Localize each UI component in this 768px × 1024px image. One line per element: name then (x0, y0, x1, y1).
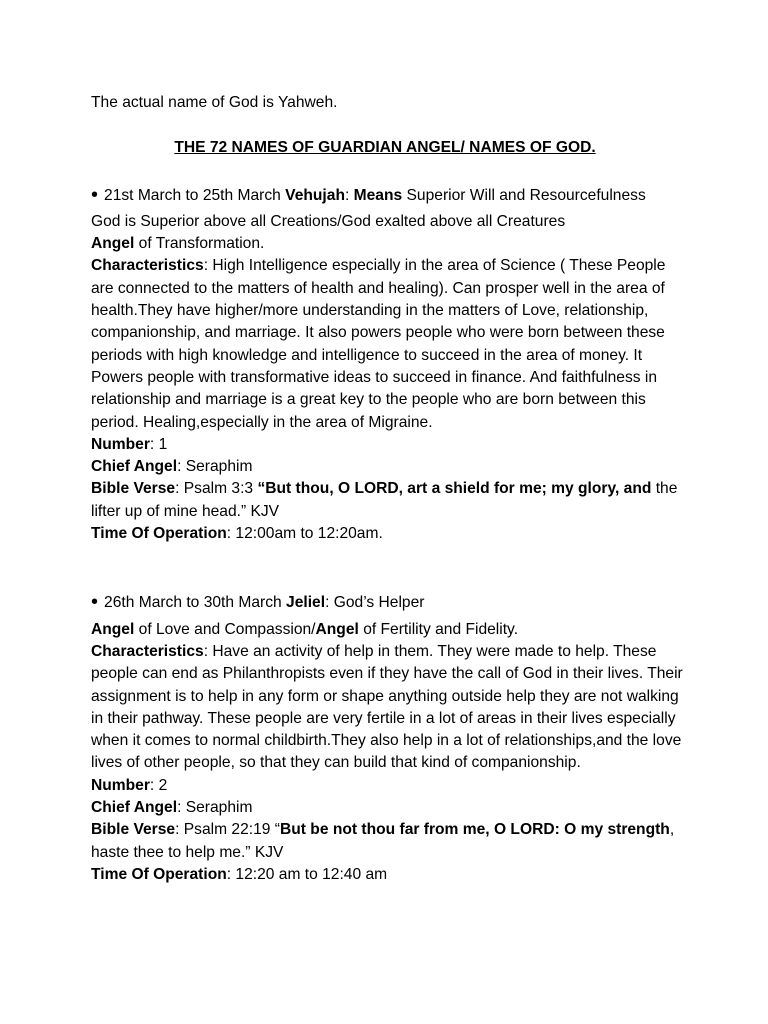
number-value: 2 (158, 776, 168, 794)
angel-of-line (91, 233, 691, 255)
angel-of-text-2: of Fertility and Fidelity. (363, 620, 519, 638)
number-line: Number: 1 (91, 435, 168, 453)
characteristics-label: Characteristics (91, 642, 204, 660)
number-value: 1 (158, 435, 168, 453)
time-value: 12:20 am to 12:40 am (235, 865, 388, 883)
time-line: Time Of Operation: 12:00am to 12:20am. (91, 525, 383, 543)
angel-entry-vehujah (91, 183, 691, 546)
number-line: Number: 2 (91, 776, 168, 794)
angel-label: Angel (91, 620, 135, 638)
time-value: 12:00am to 12:20am. (235, 525, 383, 543)
angel-label: Angel (91, 235, 135, 253)
verse-reference: Psalm 3:3 (183, 480, 254, 498)
angel-label-2: Angel (315, 620, 359, 638)
angel-of-line (91, 619, 691, 641)
characteristics-label: Characteristics (91, 257, 204, 275)
chief-angel-label: Chief Angel (91, 799, 178, 817)
angel-meaning: Superior Will and Resourcefulness (406, 186, 646, 204)
angel-entry-jeliel (91, 590, 691, 886)
characteristics-text: Have an activity of help in them. They were made to help. These people can end as Philanthropists even if they have the call of God in their lives. Their assignment is to help in any form or shape anything outside help they are not walking in their pathway. These people are very fertile in a lot of areas in their lives especially when it comes to normal childbirth.They also help in a lot of relationships,and the love lives of other people, so that they can build that kind of companionship. (91, 642, 683, 772)
bullet-icon: • (91, 591, 99, 614)
time-line: Time Of Operation: 12:20 am to 12:40 am (91, 865, 388, 883)
chief-angel-line: Chief Angel: Seraphim (91, 799, 253, 817)
number-label: Number (91, 435, 150, 453)
angel-of-text: of Love and Compassion/ (138, 620, 316, 638)
characteristics-text: High Intelligence especially in the area of Science ( These People are connected to the matters of health and healing). Can prosper well in the area of health.They have higher/more understanding in the matters of Love, relationship, companionship, and marriage. It also powers people who were born between these periods with high knowledge and intelligence to succeed in the area of money. It Powers people with transformative ideas to succeed in finance. And faithfulness in relationship and marriage is a great key to the people who are born between this period. Healing,especially in the area of Migraine. (91, 257, 666, 431)
verse-rest: the lifter up of mine head.” KJV (91, 480, 678, 520)
bible-verse-line: Bible Verse: Psalm 22:19 “But be not thou far from me, O LORD: O my strength, haste thee to help me.” KJV (91, 821, 675, 861)
time-label: Time Of Operation (91, 525, 227, 543)
date-range: 21st March to 25th March (104, 186, 281, 204)
verse-reference: Psalm 22:19 “ (183, 821, 280, 839)
angel-meaning: God’s Helper (333, 594, 425, 612)
verse-rest: , haste thee to help me.” KJV (91, 821, 675, 861)
verse-quote: But be not thou far from me, O LORD: O my strength (279, 821, 670, 839)
angel-name: Jeliel (286, 594, 326, 612)
chief-angel-label: Chief Angel (91, 458, 178, 476)
date-range: 26th March to 30th March (104, 594, 282, 612)
bullet-icon: • (91, 183, 99, 206)
number-label: Number (91, 776, 150, 794)
characteristics: Characteristics: Have an activity of help in them. They were made to help. These people can end as Philanthropists even if they have the call of God in their lives. Their assignment is to help in any form or shape anything outside help they are not walking in their pathway. These people are very fertile in a lot of areas in their lives especially when it comes to normal childbirth.They also help in a lot of relationships,and the love lives of other people, so that they can build that kind of companionship. (91, 642, 683, 772)
characteristics: Characteristics: High Intelligence especially in the area of Science ( These People are connected to the matters of health and healing). Can prosper well in the area of health.They have higher/more understanding in the matters of Love, relationship, companionship, and marriage. It also powers people who were born between these periods with high knowledge and intelligence to succeed in the area of money. It Powers people with transformative ideas to succeed in finance. And faithfulness in relationship and marriage is a great key to the people who are born between this period. Healing,especially in the area of Migraine. (91, 257, 666, 431)
document-title: THE 72 NAMES OF GUARDIAN ANGEL/ NAMES OF GOD. (174, 139, 596, 157)
chief-angel-value: Seraphim (185, 458, 253, 476)
bible-verse-line: Bible Verse: Psalm 3:3 “But thou, O LORD, art a shield for me; my glory, and the lifter up of mine head.” KJV (91, 480, 678, 520)
means-label: Means (353, 186, 403, 204)
verse-quote: “But thou, O LORD, art a shield for me; my glory, and (257, 480, 652, 498)
chief-angel-value: Seraphim (185, 799, 253, 817)
time-label: Time Of Operation (91, 865, 227, 883)
entry-subline: God is Superior above all Creations/God exalted above all Creatures (91, 212, 566, 230)
document-page (91, 92, 691, 886)
intro-line: The actual name of God is Yahweh. (91, 94, 338, 111)
angel-of-text: of Transformation. (138, 235, 265, 253)
bible-verse-label: Bible Verse (91, 480, 176, 498)
chief-angel-line: Chief Angel: Seraphim (91, 458, 253, 476)
angel-name: Vehujah (285, 186, 345, 204)
entry-heading: • 21st March to 25th March Vehujah: Means Superior Will and Resourcefulness (91, 183, 646, 206)
bible-verse-label: Bible Verse (91, 821, 176, 839)
entry-heading: • 26th March to 30th March Jeliel: God’s Helper (91, 591, 425, 614)
